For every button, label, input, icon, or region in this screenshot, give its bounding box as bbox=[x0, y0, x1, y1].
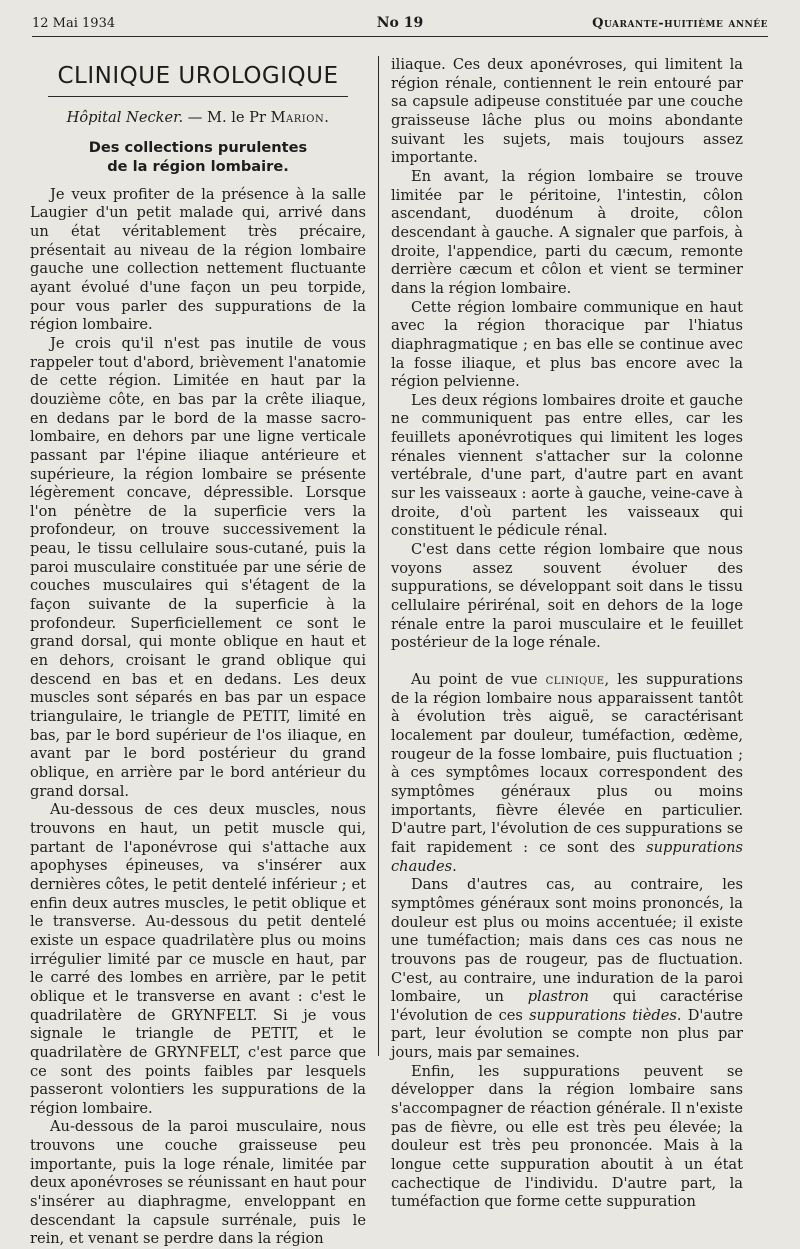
author-prefix: — M. le Pr bbox=[187, 109, 266, 126]
text-run-smallcaps: clinique bbox=[545, 671, 605, 688]
byline bbox=[30, 109, 366, 128]
paragraph: En avant, la région lombaire se trouve limitée par le péritoine, l'intestin, côlon ascendant, duodénum à droite, côlon descendant à gauche. A signaler que parfois, à droite, l'appendice, parti du cæcum, remonte derrière cæcum et côlon et vient se terminer dans la région lombaire. bbox=[391, 167, 743, 297]
article-title-line1: Des collections purulentes bbox=[88, 138, 308, 156]
text-run-italic: suppurations chaudes bbox=[391, 838, 743, 875]
text-run-italic: suppurations tièdes bbox=[529, 1006, 677, 1024]
paragraph: Je crois qu'il n'est pas inutile de vous rappeler tout d'abord, brièvement l'anatomie de cette région. Limitée en haut par la douzième côte, en bas par la crête iliaque, en dedans par le bord de la masse sacro-lombaire, en dehors par une ligne verticale passant par l'épine iliaque antérieure et supérieure, la région lombaire se présente légèrement concave, dépressible. Lorsque l'on pénètre de la superficie vers la profondeur, on trouve successivement la peau, le tissu cellulaire sous-cutané, puis la paroi musculaire constituée par une série de couches musculaires qui s'étagent de la façon suivante de la superficie à la profondeur. Superficiellement ce sont le grand dorsal, qui monte oblique en haut et en dehors, croisant le grand oblique qui descend en bas et en dedans. Les deux muscles sont séparés en bas par un espace triangulaire, le triangle de PETIT, limité en bas, par le bord supérieur de l'os iliaque, en avant par le bord postérieur du grand oblique, en arrière par le bord antérieur du grand dorsal. bbox=[30, 334, 366, 800]
paragraph: Au-dessous de ces deux muscles, nous trouvons en haut, un petit muscle qui, partant de l'aponévrose qui s'attache aux apophyses épineuses, va s'insérer aux dernières côtes, le petit dentelé inférieur ; et enfin deux autres muscles, le petit oblique et le transverse. Au-dessous du petit dentelé existe un espace quadrilatère plus ou moins irrégulier limité par ce muscle en haut, par le carré des lombes en arrière, par le petit oblique et le transverse en avant : c'est le quadrilatère de GRYNFELT. Si je vous signale le triangle de PETIT, et le quadrilatère de GRYNFELT, c'est parce que ce sont des points faibles par lesquels passeront volontiers les suppurations de la région lombaire. bbox=[30, 801, 366, 1117]
paragraph: iliaque. Ces deux aponévroses, qui limitent la région rénale, contiennent le rein entouré par sa capsule adipeuse constituée par une couche graisseuse lâche plus ou moins abondante suivant les sujets, mais toujours assez importante. bbox=[391, 56, 743, 167]
paragraph: Au-dessous de la paroi musculaire, nous trouvons une couche graisseuse peu importante, puis la loge rénale, limitée par deux aponévroses se réunissant en haut pour s'insérer au diaphragme, enveloppant en descendant la capsule surrénale, puis le rein, et venant se perdre dans la région bbox=[30, 1118, 366, 1248]
left-column bbox=[30, 58, 366, 1249]
running-header bbox=[32, 14, 768, 37]
issue-date: 12 Mai 1934 bbox=[32, 16, 116, 31]
paragraph-clinique bbox=[391, 671, 743, 876]
hospital-name: Hôpital Necker. bbox=[66, 109, 184, 126]
text-run: Au point de vue bbox=[411, 671, 538, 688]
text-run: , les suppurations de la région lombaire nous apparaissent tantôt à évolution très aiguë, se caractérisant localement par douleur, tuméfaction, œdème, rougeur de la fosse lombaire, puis fluctuation ; à ces symptômes locaux correspondent des symptômes généraux plus ou moins importants, fièvre élevée en particulier. D'autre part, l'évolution de ces suppurations se fait rapidement : ce sont des bbox=[391, 671, 743, 856]
column-divider bbox=[378, 56, 379, 1056]
issue-number: No 19 bbox=[376, 15, 424, 31]
paragraph: Cette région lombaire communique en haut avec la région thoracique par l'hiatus diaphragmatique ; en bas elle se continue avec la fosse iliaque, et plus bas encore avec la région pelvienne. bbox=[391, 298, 743, 391]
paragraph bbox=[391, 876, 743, 1063]
author-name: Marion. bbox=[270, 109, 330, 126]
paragraph: Je veux profiter de la présence à la salle Laugier d'un petit malade qui, arrivé dans un état véritablement très précaire, présentait au niveau de la région lombaire gauche une collection nettement fluctuante ayant évolué d'une façon un peu torpide, pour vous parler des suppurations de la région lombaire. bbox=[30, 185, 366, 334]
paragraph: Enfin, les suppurations peuvent se développer dans la région lombaire sans s'accompagner de réaction générale. Il n'existe pas de fièvre, ou elle est très peu élevée; la douleur est très peu prononcée. Mais à la longue cette suppuration aboutit à un état cachectique de l'individu. D'autre part, la tuméfaction que forme cette suppuration bbox=[391, 1062, 743, 1211]
text-run: Dans d'autres cas, au contraire, les symptômes généraux sont moins prononcés, la douleur est plus ou moins accentuée; il existe une tuméfaction; mais dans ces cas nous ne trouvons pas de rougeur, pas de fluctuation. C'est, au contraire, une induration de la paroi lombaire, un bbox=[391, 876, 743, 1006]
volume-year: Quarante-huitième année bbox=[592, 16, 768, 31]
article-title bbox=[30, 138, 366, 176]
right-column bbox=[391, 56, 743, 1212]
text-run: qui caractérise l'évolution de ces bbox=[391, 988, 743, 1024]
paragraph: C'est dans cette région lombaire que nous voyons assez souvent évoluer des suppurations, se développant soit dans le tissu cellulaire périrénal, soit en dehors de la loge rénale entre la paroi musculaire et le feuillet postérieur de la loge rénale. bbox=[391, 541, 743, 652]
text-run-italic: plastron bbox=[527, 988, 589, 1006]
text-run: . D'autre part, leur évolution se compte non plus par jours, mais par semaines. bbox=[391, 1006, 744, 1062]
article-title-line2: de la région lombaire. bbox=[107, 157, 289, 175]
text-run: . bbox=[452, 857, 457, 875]
section-title: CLINIQUE UROLOGIQUE bbox=[48, 62, 348, 97]
paragraph: Les deux régions lombaires droite et gauche ne communiquent pas entre elles, car les feuillets aponévrotiques qui limitent les loges rénales viennent s'attacher sur la colonne vertébrale, d'une part, d'autre part en avant sur les vaisseaux : aorte à gauche, veine-cave à droite, d'où partent les vaisseaux qui constituent le pédicule rénal. bbox=[391, 391, 743, 540]
